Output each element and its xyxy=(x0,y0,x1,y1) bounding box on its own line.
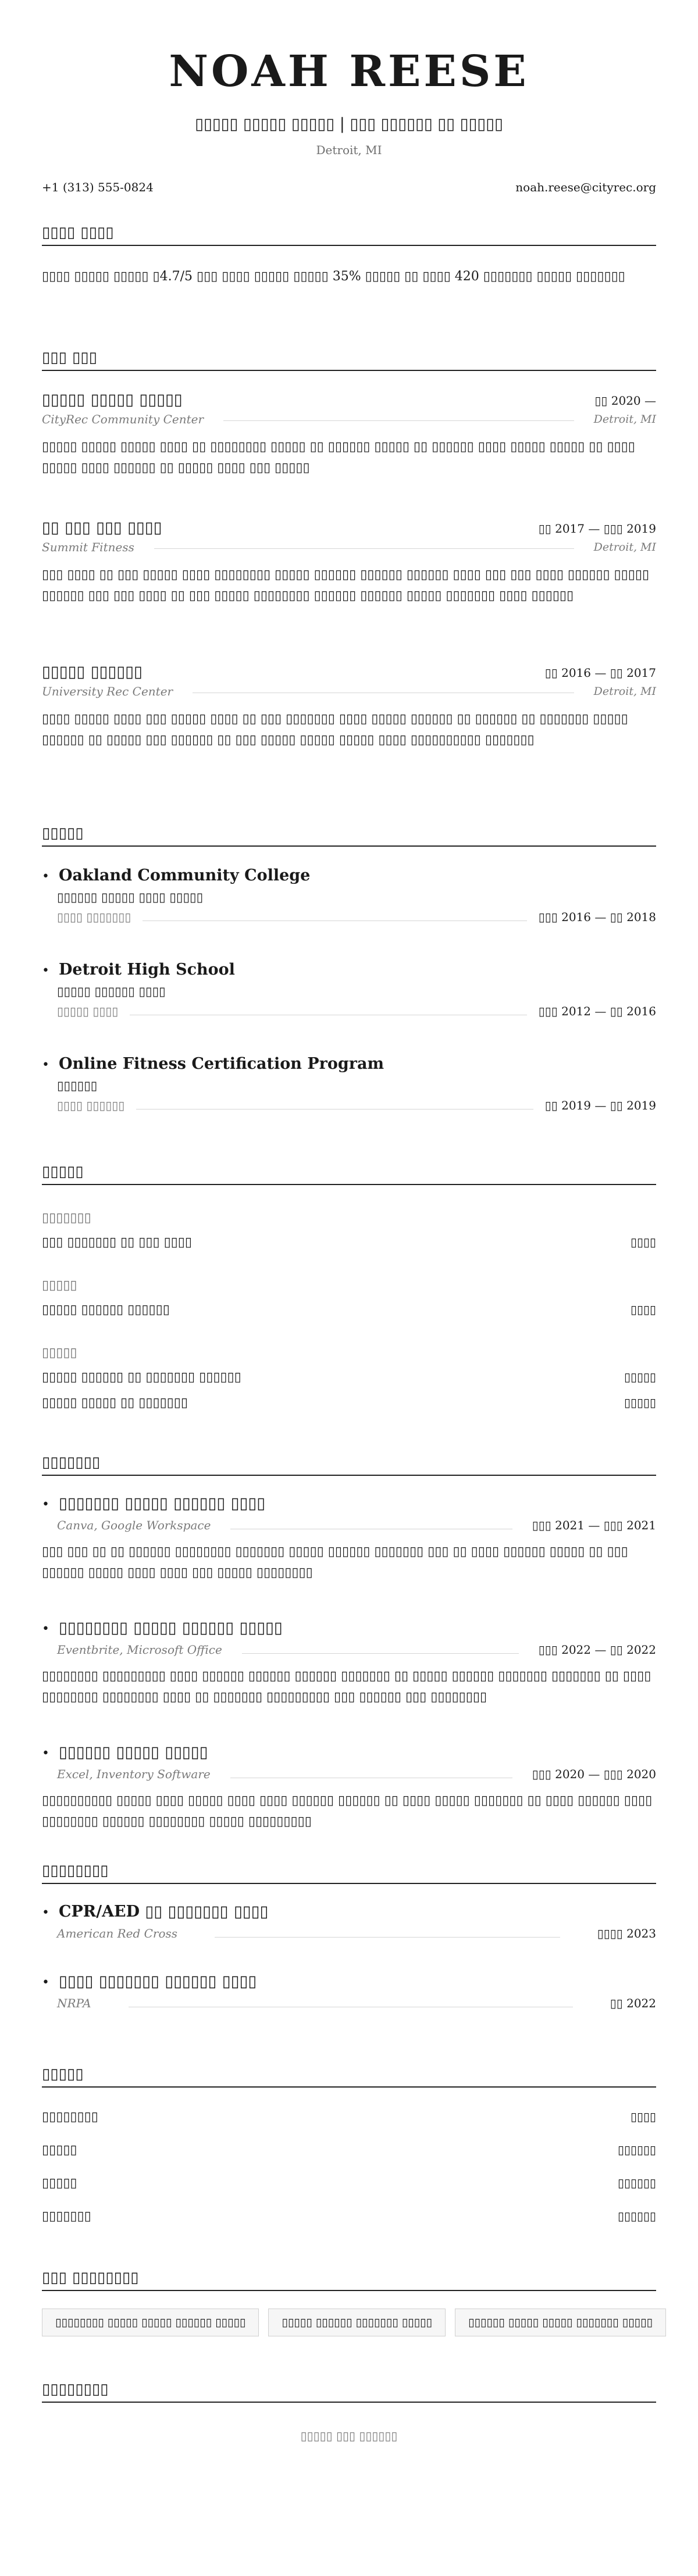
skill-name: ▯▯▯▯▯ ▯▯▯▯▯ ▯▯ ▯▯▯▯▯▯▯ xyxy=(42,1396,188,1410)
job-title: ▯▯▯▯▯ ▯▯▯▯▯▯ xyxy=(42,663,143,681)
job-title: ▯▯ ▯▯▯ ▯▯▯ ▯▯▯▯ xyxy=(42,519,162,537)
contact-row xyxy=(42,180,656,194)
bullet-icon: • xyxy=(42,869,49,884)
languages-heading: ▯▯▯▯▯ xyxy=(42,2065,656,2088)
skill-row xyxy=(42,1303,656,1317)
job-dates: ▯▯ 2017 — ▯▯▯ 2019 xyxy=(538,522,656,536)
bullet-icon: • xyxy=(42,964,49,978)
references-note: ▯▯▯▯▯ ▯▯▯ ▯▯▯▯▯▯ xyxy=(300,2429,398,2443)
certifications-heading: ▯▯▯▯▯▯▯▯ xyxy=(42,1862,656,1884)
project-description: ▯▯▯▯▯▯▯▯ ▯▯▯▯▯▯▯▯▯ ▯▯▯▯ ▯▯▯▯▯▯ ▯▯▯▯▯▯ ▯▯▯▯▯▯ ▯▯▯▯▯▯▯ ▯▯ ▯▯▯▯▯ ▯▯▯▯▯▯ ▯▯▯▯▯▯▯ ▯▯▯▯▯▯▯ ▯▯ ▯▯▯▯ ▯▯▯▯▯▯▯▯ ▯▯▯▯▯▯▯▯ ▯▯▯▯ ▯▯ ▯▯▯▯▯▯▯ ▯▯▯▯▯▯▯▯▯ ▯▯▯ ▯▯▯▯▯▯ ▯▯▯ ▯▯▯▯▯▯▯▯ xyxy=(42,1669,651,1704)
bullet-icon: • xyxy=(42,1906,49,1920)
interest-tag: ▯▯▯▯▯▯▯▯ ▯▯▯▯▯ ▯▯▯▯▯ ▯▯▯▯▯▯ ▯▯▯▯▯ xyxy=(42,2309,259,2336)
leader-line xyxy=(143,920,526,921)
experience-item xyxy=(42,519,656,606)
degree: ▯▯▯▯▯▯ xyxy=(57,1079,98,1093)
degree: ▯▯▯▯▯ ▯▯▯▯▯▯ ▯▯▯▯ xyxy=(57,984,166,998)
project-title: ▯▯▯▯▯▯ ▯▯▯▯▯ ▯▯▯▯▯ xyxy=(58,1743,208,1761)
school-name: Oakland Community College xyxy=(58,866,311,884)
experience-heading: ▯▯▯ ▯▯▯ xyxy=(42,349,656,371)
certification-name: CPR/AED ▯▯ ▯▯▯▯▯▯▯ ▯▯▯▯ xyxy=(58,1903,269,1921)
job-description: ▯▯▯ ▯▯▯▯ ▯▯ ▯▯▯ ▯▯▯▯▯ ▯▯▯▯ ▯▯▯▯▯▯▯▯ ▯▯▯▯▯ ▯▯▯▯▯▯ ▯▯▯▯▯▯ ▯▯▯▯▯▯ ▯▯▯▯ ▯▯▯ ▯▯▯ ▯▯▯▯ ▯▯▯▯▯▯ ▯▯▯▯▯ ▯▯▯▯▯▯ ▯▯▯ ▯▯▯ ▯▯▯▯ ▯▯ ▯▯▯ ▯▯▯▯▯ ▯▯▯▯▯▯▯▯ ▯▯▯▯▯▯ ▯▯▯▯▯▯ ▯▯▯▯▯ ▯▯▯▯▯▯▯ ▯▯▯▯ ▯▯▯▯▯▯ xyxy=(42,568,650,603)
job-organization: CityRec Community Center xyxy=(42,412,204,426)
certification-issuer: NRPA xyxy=(57,1996,91,2010)
project-dates: ▯▯▯ 2022 — ▯▯ 2022 xyxy=(538,1643,656,1657)
project-item xyxy=(42,1494,656,1583)
experience-item xyxy=(42,391,656,479)
project-tools: Eventbrite, Microsoft Office xyxy=(57,1643,222,1657)
project-dates: ▯▯▯ 2020 — ▯▯▯ 2020 xyxy=(532,1767,656,1781)
language-level: ▯▯▯▯▯▯ xyxy=(617,2143,656,2157)
school-name: Online Fitness Certification Program xyxy=(58,1055,384,1073)
certification-item xyxy=(42,1903,656,1940)
certification-date: ▯▯ 2022 xyxy=(610,1996,656,2010)
bullet-icon: • xyxy=(42,1497,49,1512)
phone-number[interactable]: +1 (313) 555-0824 xyxy=(42,180,154,194)
bullet-icon: • xyxy=(42,1746,49,1761)
bullet-icon: • xyxy=(42,1058,49,1072)
project-item xyxy=(42,1743,656,1832)
education-detail: ▯▯▯▯ ▯▯▯▯▯▯ xyxy=(57,1098,125,1112)
job-dates: ▯▯ 2020 — xyxy=(594,394,656,408)
job-dates: ▯▯ 2016 — ▯▯ 2017 xyxy=(544,666,656,680)
bullet-icon: • xyxy=(42,1975,49,1990)
project-description: ▯▯▯ ▯▯▯ ▯▯ ▯▯ ▯▯▯▯▯▯ ▯▯▯▯▯▯▯▯ ▯▯▯▯▯▯▯ ▯▯▯▯▯ ▯▯▯▯▯▯ ▯▯▯▯▯▯▯ ▯▯▯ ▯▯ ▯▯▯▯ ▯▯▯▯▯▯ ▯▯▯▯▯ ▯▯ ▯▯▯ ▯▯▯▯▯▯ ▯▯▯▯▯ ▯▯▯▯ ▯▯▯▯ ▯▯▯ ▯▯▯▯▯ ▯▯▯▯▯▯▯▯ xyxy=(42,1544,628,1580)
education-heading: ▯▯▯▯▯ xyxy=(42,825,656,847)
job-organization: Summit Fitness xyxy=(42,540,134,554)
skill-name: ▯▯▯▯▯ ▯▯▯▯▯▯ ▯▯ ▯▯▯▯▯▯▯ ▯▯▯▯▯▯ xyxy=(42,1370,241,1385)
candidate-subtitle: ▯▯▯▯▯ ▯▯▯▯▯ ▯▯▯▯▯ | ▯▯▯ ▯▯▯▯▯▯ ▯▯ ▯▯▯▯▯ xyxy=(195,115,503,133)
education-detail: ▯▯▯▯▯ ▯▯▯▯ xyxy=(57,1004,119,1018)
project-description: ▯▯▯▯▯▯▯▯▯▯ ▯▯▯▯▯ ▯▯▯▯ ▯▯▯▯▯ ▯▯▯▯ ▯▯▯▯ ▯▯▯▯▯▯ ▯▯▯▯▯▯ ▯▯ ▯▯▯▯ ▯▯▯▯▯ ▯▯▯▯▯▯▯ ▯▯ ▯▯▯▯ ▯▯▯▯▯▯ ▯▯▯▯ ▯▯▯▯▯▯▯▯ ▯▯▯▯▯▯ ▯▯▯▯▯▯▯▯ ▯▯▯▯▯ ▯▯▯▯▯▯▯▯▯ xyxy=(42,1793,653,1829)
skills-heading: ▯▯▯▯▯ xyxy=(42,1163,656,1185)
degree: ▯▯▯▯▯▯ ▯▯▯▯▯ ▯▯▯▯ ▯▯▯▯▯ xyxy=(57,890,204,904)
interest-tags xyxy=(42,2309,656,2336)
skill-row xyxy=(42,1235,656,1250)
bullet-icon: • xyxy=(42,1622,49,1636)
leader-line xyxy=(223,420,574,421)
candidate-name: NOAH REESE xyxy=(169,47,529,97)
language-name: ▯▯▯▯▯▯▯▯ xyxy=(42,2110,98,2124)
certification-date: ▯▯▯▯ 2023 xyxy=(597,1926,656,1940)
language-row xyxy=(42,2209,656,2224)
project-title: ▯▯▯▯▯▯▯▯ ▯▯▯▯▯ ▯▯▯▯▯▯ ▯▯▯▯▯ xyxy=(58,1619,283,1637)
education-item xyxy=(42,961,656,1018)
skill-level: ▯▯▯▯ xyxy=(630,1303,656,1316)
job-title: ▯▯▯▯▯ ▯▯▯▯▯ ▯▯▯▯▯ xyxy=(42,391,183,409)
project-tools: Canva, Google Workspace xyxy=(57,1518,211,1532)
skill-row xyxy=(42,1396,656,1410)
language-name: ▯▯▯▯▯ xyxy=(42,2143,77,2157)
education-dates: ▯▯▯ 2012 — ▯▯ 2016 xyxy=(538,1004,656,1018)
education-dates: ▯▯ 2019 — ▯▯ 2019 xyxy=(544,1098,656,1112)
skill-level: ▯▯▯▯▯ xyxy=(624,1370,656,1384)
skill-category: ▯▯▯▯▯ xyxy=(42,1278,77,1293)
job-location: Detroit, MI xyxy=(593,541,656,554)
education-item xyxy=(42,866,656,924)
projects-heading: ▯▯▯▯▯▯▯ xyxy=(42,1454,656,1476)
job-description: ▯▯▯▯▯ ▯▯▯▯▯ ▯▯▯▯▯ ▯▯▯▯ ▯▯ ▯▯▯▯▯▯▯▯ ▯▯▯▯▯ ▯▯ ▯▯▯▯▯▯ ▯▯▯▯▯ ▯▯ ▯▯▯▯▯▯ ▯▯▯▯ ▯▯▯▯▯ ▯▯▯▯▯ ▯▯ ▯▯▯▯ ▯▯▯▯▯ ▯▯▯▯ ▯▯▯▯▯▯ ▯▯ ▯▯▯▯▯ ▯▯▯▯ ▯▯▯ ▯▯▯▯▯ xyxy=(42,440,635,475)
language-name: ▯▯▯▯▯▯▯ xyxy=(42,2209,91,2224)
interest-tag: ▯▯▯▯▯ ▯▯▯▯▯▯ ▯▯▯▯▯▯▯ ▯▯▯▯▯ xyxy=(268,2309,446,2336)
certification-issuer: American Red Cross xyxy=(57,1926,178,1940)
language-row xyxy=(42,2110,656,2124)
school-name: Detroit High School xyxy=(58,961,235,979)
skill-row xyxy=(42,1370,656,1385)
language-level: ▯▯▯▯ xyxy=(630,2110,656,2124)
leader-line xyxy=(154,548,574,549)
interest-tag: ▯▯▯▯▯▯ ▯▯▯▯▯ ▯▯▯▯▯ ▯▯▯▯▯▯▯ ▯▯▯▯▯ xyxy=(455,2309,666,2336)
job-location: Detroit, MI xyxy=(593,685,656,698)
job-location: Detroit, MI xyxy=(593,413,656,426)
experience-item xyxy=(42,663,656,751)
leader-line xyxy=(215,1937,560,1938)
skill-category: ▯▯▯▯▯▯▯ xyxy=(42,1211,91,1225)
skill-name: ▯▯▯▯▯ ▯▯▯▯▯▯ ▯▯▯▯▯▯ xyxy=(42,1303,170,1317)
candidate-location: Detroit, MI xyxy=(316,143,382,157)
project-dates: ▯▯▯ 2021 — ▯▯▯ 2021 xyxy=(532,1518,656,1532)
education-detail: ▯▯▯▯ ▯▯▯▯▯▯▯ xyxy=(57,910,131,924)
certification-item xyxy=(42,1972,656,2010)
language-row xyxy=(42,2176,656,2190)
education-item xyxy=(42,1055,656,1112)
education-dates: ▯▯▯ 2016 — ▯▯ 2018 xyxy=(538,910,656,924)
skill-category: ▯▯▯▯▯ xyxy=(42,1346,77,1360)
email-address[interactable]: noah.reese@cityrec.org xyxy=(515,180,656,194)
language-name: ▯▯▯▯▯ xyxy=(42,2176,77,2190)
project-title: ▯▯▯▯▯▯▯ ▯▯▯▯▯ ▯▯▯▯▯▯ ▯▯▯▯ xyxy=(58,1494,266,1512)
skill-name: ▯▯▯ ▯▯▯▯▯▯▯ ▯▯ ▯▯▯ ▯▯▯▯ xyxy=(42,1235,192,1250)
skill-level: ▯▯▯▯ xyxy=(630,1235,656,1249)
job-organization: University Rec Center xyxy=(42,684,173,698)
references-heading: ▯▯▯▯▯▯▯▯ xyxy=(42,2381,656,2403)
certification-name: ▯▯▯▯ ▯▯▯▯▯▯▯ ▯▯▯▯▯▯ ▯▯▯▯ xyxy=(58,1972,257,1990)
summary-text: ▯▯▯▯ ▯▯▯▯▯ ▯▯▯▯▯ ▯4.7/5 ▯▯▯ ▯▯▯▯ ▯▯▯▯▯ ▯▯▯▯▯ 35% ▯▯▯▯▯ ▯▯ ▯▯▯▯ 420 ▯▯▯▯▯▯▯ ▯▯▯▯▯ ▯▯▯▯▯▯▯ xyxy=(42,269,625,284)
summary-heading: ▯▯▯▯ ▯▯▯▯ xyxy=(42,224,656,246)
language-row xyxy=(42,2143,656,2157)
project-item xyxy=(42,1619,656,1708)
language-level: ▯▯▯▯▯▯ xyxy=(617,2209,656,2223)
language-level: ▯▯▯▯▯▯ xyxy=(617,2176,656,2190)
skill-level: ▯▯▯▯▯ xyxy=(624,1396,656,1410)
job-description: ▯▯▯▯ ▯▯▯▯▯ ▯▯▯▯ ▯▯▯ ▯▯▯▯▯ ▯▯▯▯ ▯▯ ▯▯▯ ▯▯▯▯▯▯▯ ▯▯▯▯ ▯▯▯▯▯ ▯▯▯▯▯▯ ▯▯ ▯▯▯▯▯▯ ▯▯ ▯▯▯▯▯▯▯ ▯▯▯▯▯ ▯▯▯▯▯▯ ▯▯ ▯▯▯▯▯ ▯▯▯ ▯▯▯▯▯▯ ▯▯ ▯▯▯ ▯▯▯▯▯ ▯▯▯▯▯ ▯▯▯▯▯ ▯▯▯▯ ▯▯▯▯▯▯▯▯▯▯ ▯▯▯▯▯▯▯ xyxy=(42,712,628,747)
project-tools: Excel, Inventory Software xyxy=(57,1767,211,1781)
leader-line xyxy=(242,1653,519,1654)
interests-heading: ▯▯▯ ▯▯▯▯▯▯▯▯ xyxy=(42,2269,656,2291)
